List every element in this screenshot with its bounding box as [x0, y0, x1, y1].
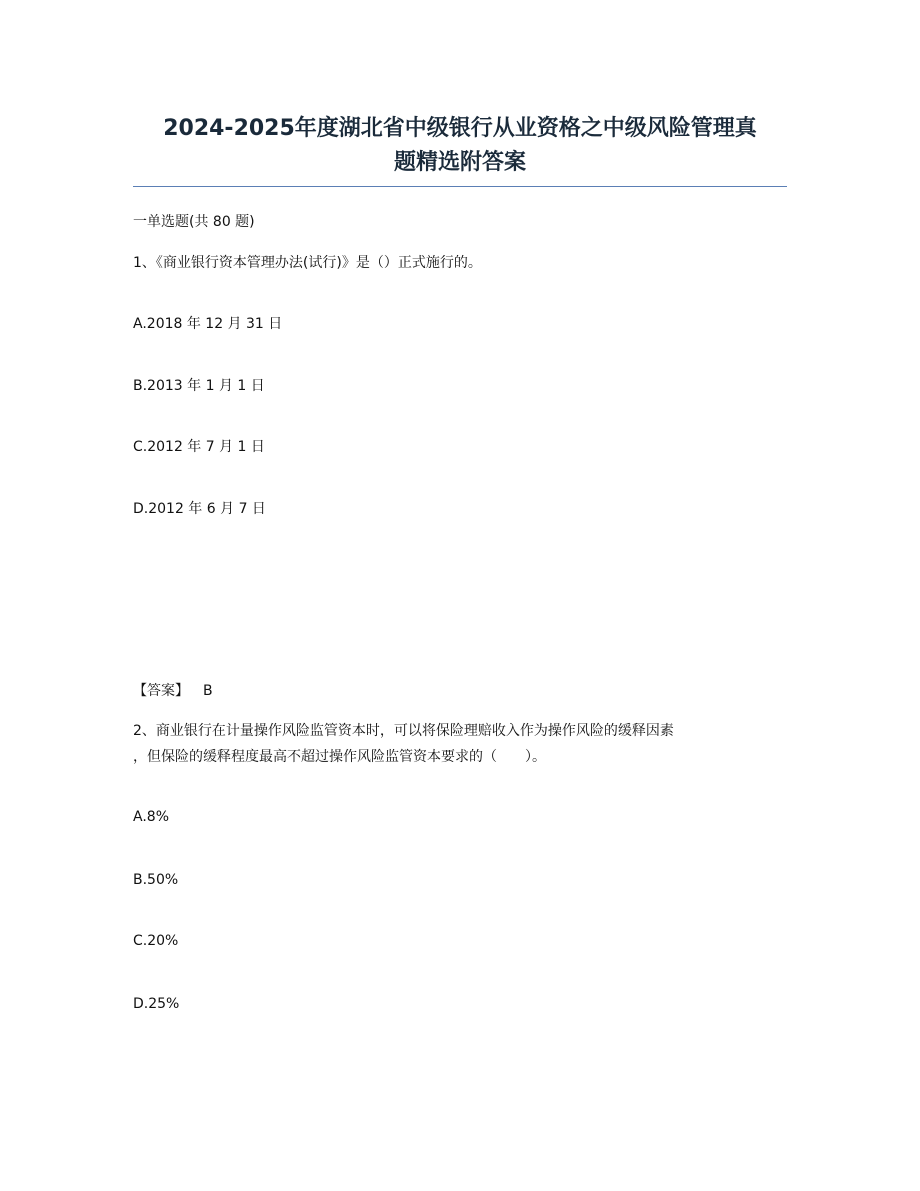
question-2-stem-line-2: ，但保险的缓释程度最高不超过操作风险监管资本要求的（ ）。: [133, 749, 546, 765]
title-line-1: 2024-2025年度湖北省中级银行从业资格之中级风险管理真: [163, 116, 757, 141]
question-2-option-a: A.8%: [133, 809, 169, 825]
answer-label: 【答案】: [133, 683, 189, 699]
question-1-option-b: B.2013 年 1 月 1 日: [133, 378, 265, 394]
question-1-stem: 1、《商业银行资本管理办法(试行)》是（）正式施行的。: [133, 255, 482, 271]
question-1-option-a: A.2018 年 12 月 31 日: [133, 316, 283, 332]
question-2-option-d: D.25%: [133, 996, 180, 1012]
question-2-option-c: C.20%: [133, 933, 179, 949]
section-heading: 一单选题(共 80 题): [133, 214, 255, 230]
title-line-2: 题精选附答案: [393, 150, 526, 175]
answer-value: B: [203, 683, 213, 699]
question-1-answer: [133, 681, 213, 701]
question-2-option-b: B.50%: [133, 872, 179, 888]
question-1-option-d: D.2012 年 6 月 7 日: [133, 501, 266, 517]
question-1-option-c: C.2012 年 7 月 1 日: [133, 439, 265, 455]
document-title: [120, 112, 800, 180]
question-2-stem-line-1: 2、商业银行在计量操作风险监管资本时，可以将保险理赔收入作为操作风险的缓释因素: [133, 723, 674, 739]
title-underline: [133, 186, 787, 187]
